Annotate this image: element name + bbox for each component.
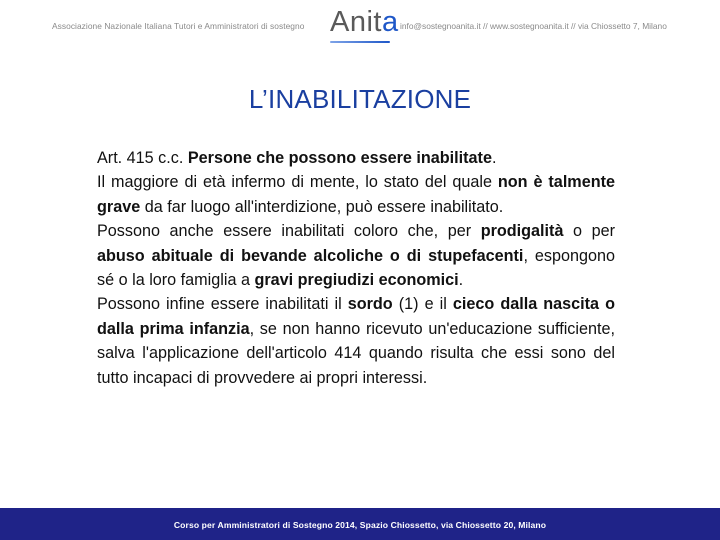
- bold-text-run: gravi pregiudizi economici: [254, 271, 459, 290]
- logo-text: Anit: [330, 6, 382, 38]
- bold-text-run: prodigalità: [480, 222, 564, 241]
- paragraph-prodigality: [97, 219, 615, 292]
- text-run: (1) e il: [392, 295, 453, 314]
- text-run: da far luogo all'interdizione, può essere inabilitato.: [140, 197, 504, 216]
- bold-text-run: non è talmente grave: [97, 173, 615, 216]
- text-run: .: [491, 149, 497, 167]
- paragraph-mental-illness: [97, 170, 615, 219]
- text-run: , se non hanno ricevuto un'educazione sufficiente, salva l'applicazione dell'articolo 414 quando risulta che essi sono del tutto incapaci di provvedere ai propri interessi.: [97, 319, 615, 387]
- text-run: .: [458, 271, 464, 290]
- slide-footer: [0, 508, 720, 540]
- text-run: Possono anche essere inabilitati coloro che, per: [97, 222, 481, 241]
- logo-accent: a: [381, 6, 399, 38]
- paragraph-deaf-blind: [97, 292, 615, 390]
- text-run: Il maggiore di età infermo di mente, lo stato del quale: [97, 173, 498, 192]
- bold-text-run: Persone che possono essere inabilitate: [187, 149, 492, 167]
- slide-title: L’INABILITAZIONE: [248, 84, 472, 114]
- slide-body: [97, 146, 615, 390]
- text-run: Possono infine essere inabilitati il: [97, 295, 348, 314]
- footer-text: Corso per Amministratori di Sostegno 2014, Spazio Chiossetto, via Chiossetto 20, Milano: [173, 520, 547, 530]
- text-run: o per: [563, 222, 615, 241]
- slide-header: [0, 0, 720, 60]
- anita-logo: [330, 6, 399, 42]
- logo-underline: [330, 41, 390, 43]
- bold-text-run: abuso abituale di bevande alcoliche o di stupefacenti: [97, 246, 524, 265]
- text-run: , espongono sé o la loro famiglia a: [97, 246, 615, 290]
- bold-text-run: sordo: [347, 295, 393, 314]
- paragraph-article: [97, 146, 615, 170]
- bold-text-run: cieco dalla nascita o dalla prima infanzia: [97, 295, 615, 338]
- contact-info: info@sostegnoanita.it // www.sostegnoanita.it // via Chiossetto 7, Milano: [400, 21, 667, 31]
- association-name: Associazione Nazionale Italiana Tutori e Amministratori di sostegno: [52, 21, 305, 31]
- text-run: Art. 415 c.c.: [97, 149, 188, 167]
